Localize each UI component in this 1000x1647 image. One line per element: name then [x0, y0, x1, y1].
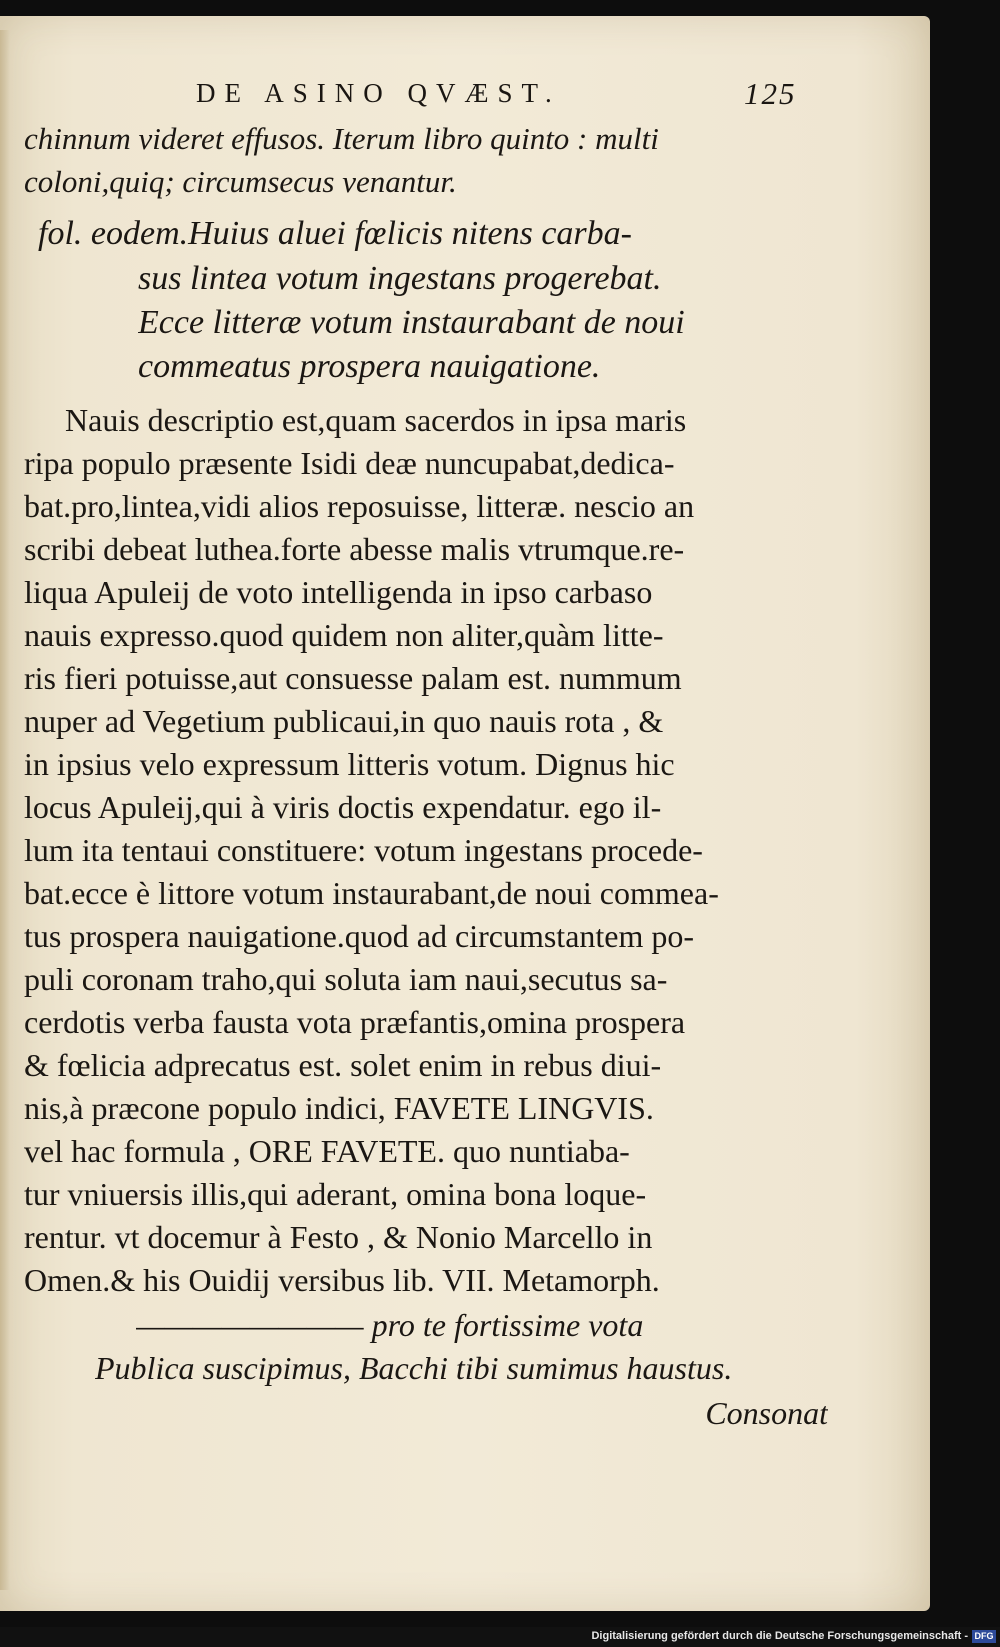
verse-line: ———————— pro te fortissime vota [136, 1307, 644, 1343]
text-line: locus Apuleij,qui à viris doctis expendatur. ego il- [24, 789, 662, 825]
text-line: tur vniuersis illis,qui aderant, omina bona loque- [24, 1176, 647, 1212]
catchword: Consonat [705, 1395, 828, 1431]
lemma-line: sus lintea votum ingestans progerebat. [138, 260, 662, 297]
text-line: coloni,quiq; circumsecus venantur. [24, 164, 457, 199]
text-line: Nauis descriptio est,quam sacerdos in ipsa maris [65, 402, 687, 438]
text-line: nis,à præcone populo indici, FAVETE LINGVIS. [24, 1090, 654, 1126]
text-line: cerdotis verba fausta vota præfantis,omina prospera [24, 1004, 686, 1040]
text-line: lum ita tentaui constituere: votum ingestans procede- [24, 832, 703, 868]
text-line: bat.pro,lintea,vidi alios reposuisse, litteræ. nescio an [24, 488, 695, 524]
dfg-logo-icon: DFG [972, 1630, 996, 1643]
text-line: Omen.& his Ouidij versibus lib. VII. Metamorph. [24, 1262, 660, 1298]
text-line: in ipsius velo expressum litteris votum. Dignus hic [24, 746, 675, 782]
verse-line: Publica suscipimus, Bacchi tibi sumimus haustus. [95, 1350, 733, 1386]
text-line: rentur. vt docemur à Festo , & Nonio Marcello in [24, 1219, 653, 1255]
running-head: DE ASINO QVÆST. [196, 78, 561, 108]
lemma-line: commeatus prospera nauigatione. [138, 348, 601, 385]
digitization-footer [0, 1627, 1000, 1647]
text-line: nuper ad Vegetium publicaui,in quo nauis rota , & [24, 703, 664, 739]
funding-credit: Digitalisierung gefördert durch die Deutsche Forschungsgemeinschaft - [591, 1630, 968, 1642]
text-line: chinnum videret effusos. Iterum libro quinto : multi [24, 121, 659, 156]
text-line: bat.ecce è littore votum instaurabant,de noui commea- [24, 875, 719, 911]
text-line: liqua Apuleij de voto intelligenda in ipso carbaso [24, 574, 653, 610]
page-gutter-shadow [0, 30, 10, 1590]
lemma-line: fol. eodem.Huius aluei fœlicis nitens carba- [38, 215, 632, 252]
text-line: ripa populo præsente Isidi deæ nuncupabat,dedica- [24, 445, 675, 481]
text-line: vel hac formula , ORE FAVETE. quo nuntiaba- [24, 1133, 630, 1169]
text-line: & fœlicia adprecatus est. solet enim in rebus diui- [24, 1047, 662, 1083]
text-line: scribi debeat luthea.forte abesse malis vtrumque.re- [24, 531, 685, 567]
page-header [0, 78, 930, 118]
text-line: tus prospera nauigatione.quod ad circumstantem po- [24, 918, 695, 954]
text-line: ris fieri potuisse,aut consuesse palam est. nummum [24, 660, 682, 696]
text-line: puli coronam traho,qui soluta iam naui,secutus sa- [24, 961, 668, 997]
page-number: 125 [744, 76, 797, 111]
book-page [0, 16, 930, 1611]
lemma-line: Ecce litteræ votum instaurabant de noui [138, 304, 685, 341]
text-line: nauis expresso.quod quidem non aliter,quàm litte- [24, 617, 664, 653]
